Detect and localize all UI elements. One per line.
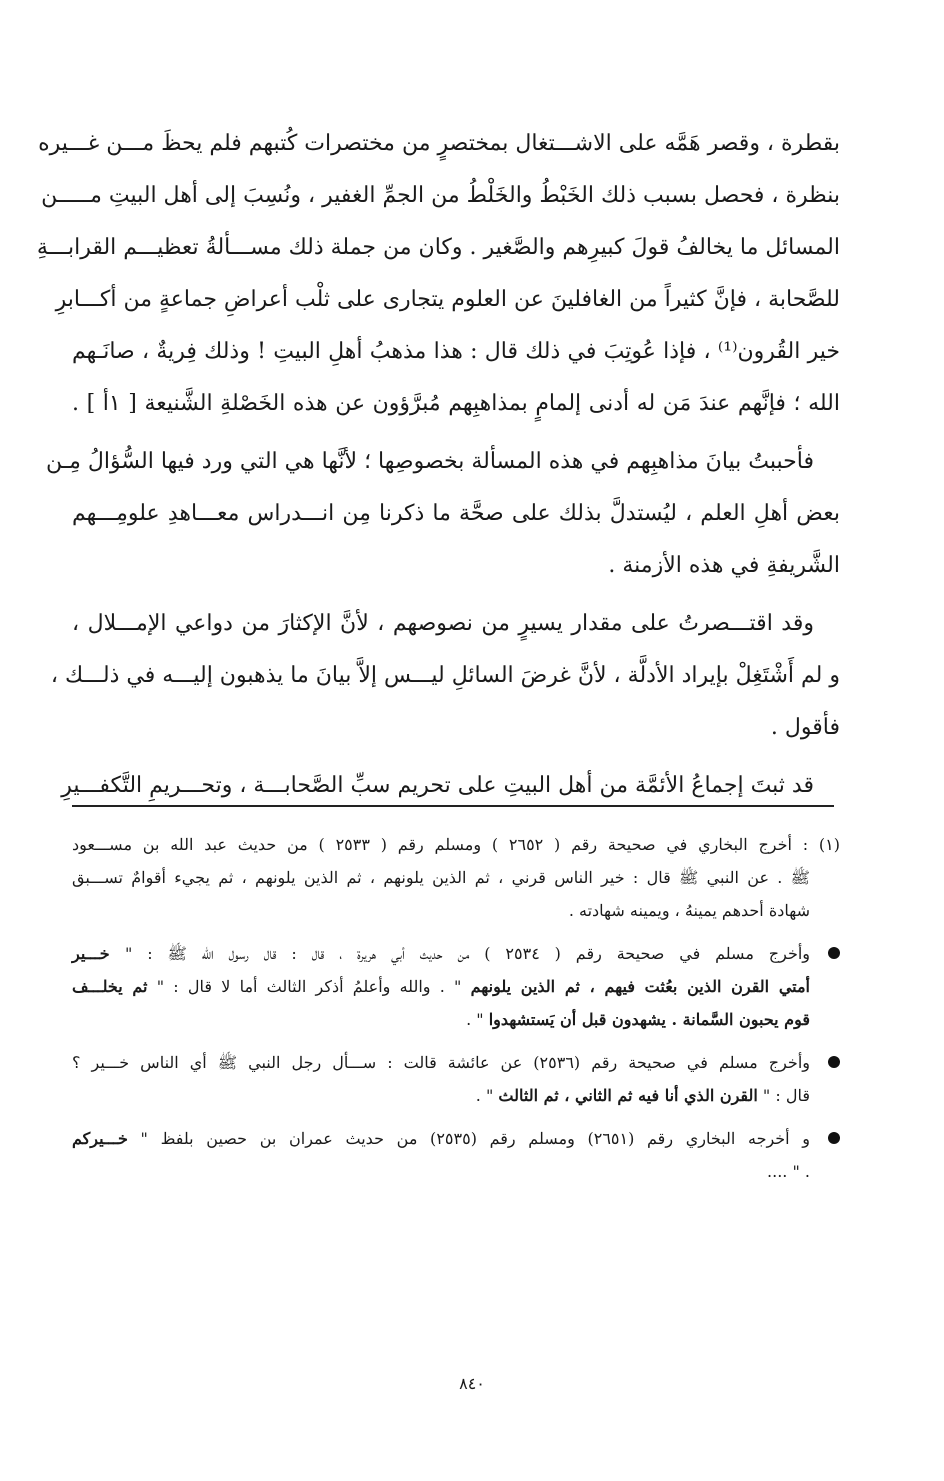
footnote-line: أمتي القرن الذين بعُثت فيهم ، ثم الذين يلونهم " . والله وأعلمُ أذكر الثالث أما لا قال : " ثم يخلـــف — [72, 977, 810, 996]
bullet-icon — [828, 1132, 840, 1144]
footnote-divider — [72, 805, 834, 807]
footnotes — [72, 828, 840, 1188]
footnote-line: شهادة أحدهم يمينهُ ، ويمينه شهادته . — [568, 901, 810, 920]
footnote-line: و أخرجه البخاري رقم (٢٦٥١) ومسلم رقم (٢٥٣٥) من حديث عمران بن حصين بلفظ " خـــيركم — [72, 1129, 811, 1148]
bullet-icon — [828, 1056, 840, 1068]
text-line: الشَّريفةِ في هذه الأزمنة . — [608, 553, 840, 578]
footnote-line: ﷺ . عن النبي ﷺ قال : خير الناس قرني ، ثم الذين يلونهم ، ثم الذين يلونهم ، ثم يجيء أقوامٌ تســـبق — [72, 868, 810, 887]
text-line: الله ؛ فإنَّهم عندَ مَن له أدنى إلمامٍ بمذاهبِهم مُبرَّؤون عن هذه الخَصْلةِ الشَّنيعة [ ١أ ] . — [72, 391, 840, 416]
main-text — [36, 118, 840, 812]
footnote-line: وأخرج مسلم في صحيحة رقم ( ٢٥٣٤ ) من حديث أبي هريرة ، قال : قال رسول الله ﷺ : " خـــير — [72, 944, 811, 963]
text-line: خير القُرون⁽¹⁾ ، فإذا عُوتِبَ في ذلك قال : هذا مذهبُ أهلِ البيتِ ! وذلك فِريةٌ ، صانَـهم — [72, 339, 840, 364]
text-line: المسائل ما يخالفُ قولَ كبيرِهم والصَّغير . وكان من جملة ذلك مســـألةُ تعظيـــم القرابـــةِ — [36, 235, 840, 260]
footnote-line: . " .... — [767, 1162, 810, 1181]
footnote-bullet-item — [72, 1046, 840, 1112]
page-number: ٨٤٠ — [459, 1374, 485, 1393]
footnote-line: قال : " القرن الذي أنا فيه ثم الثاني ، ثم الثالث " . — [475, 1086, 810, 1105]
footnote-line: وأخرج مسلم في صحيحة رقم (٢٥٣٦) عن عائشة قالت : ســـأل رجل النبي ﷺ أي الناس خـــير ؟ — [72, 1053, 810, 1072]
text-line: و لم أَشْتَغِلْ بإيراد الأدلَّة ، لأنَّ غرضَ السائلِ ليـــس إلاَّ بيانَ ما يذهبون إليـــه في ذلـــك ، — [50, 663, 840, 688]
text-line: وقد اقتـــصرتُ على مقدار يسيرٍ من نصوصهم ، لأنَّ الإكثارَ من دواعي الإمـــلال ، — [72, 611, 814, 636]
bullet-icon — [828, 947, 840, 959]
footnote-line: (١) : أخرج البخاري في صحيحة رقم ( ٢٦٥٢ ) ومسلم رقم ( ٢٥٣٣ ) من حديث عبد الله بن مســـعود — [72, 835, 841, 854]
footnote-line: قوم يحبون السَّمانة . يشهدون قبل أن يَستشهدوا " . — [466, 1010, 810, 1029]
text-line: للصَّحابة ، فإنَّ كثيراً من الغافلينَ عن العلوم يتجارى على ثلْب أعراضِ جماعةٍ من أكـــابرِ — [55, 287, 840, 312]
text-line: بعض أهلِ العلم ، ليُستدلَّ بذلك على صحَّة ما ذكرنا مِن انـــدراس معـــاهدِ علومِـــهم — [72, 501, 840, 526]
text-line: بقطرة ، وقصر هَمَّه على الاشـــتغال بمختصرٍ من مختصرات كُتبهم فلم يحظَ مـــن غـــيره — [38, 131, 840, 156]
text-line: قد ثبتَ إجماعُ الأئمَّة من أهل البيتِ على تحريم سبِّ الصَّحابـــة ، وتحـــريمِ التَّكفـــيرِ — [61, 773, 814, 798]
text-line: فأحببتُ بيانَ مذاهبِهم في هذه المسألة بخصوصِها ؛ لأنَّها هي التي ورد فيها السُّؤالُ مِـن — [45, 449, 814, 474]
text-line: فأقول . — [770, 715, 840, 740]
footnote-bullet-item — [72, 1122, 840, 1188]
text-line: بنظرة ، فحصل بسبب ذلك الخَبْطُ والخَلْطُ من الجمِّ الغفير ، ونُسِبَ إلى أهل البيتِ مـــــن — [41, 183, 840, 208]
footnote-bullet-item — [72, 937, 840, 1036]
